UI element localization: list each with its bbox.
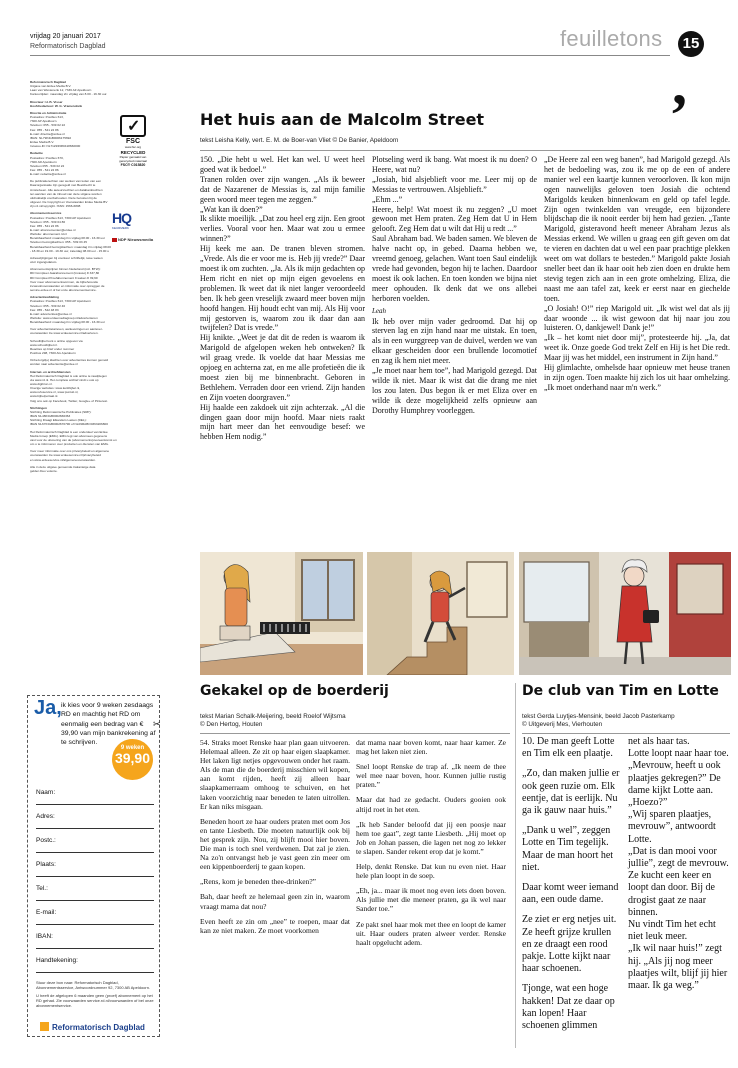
colofon-line: Telefoon: 055 - 539 04 86: [30, 219, 66, 224]
boerderij-credit-text: tekst Marian Schalk-Meijering, beeld Roelof Wijtsma: [200, 713, 346, 720]
coupon-field-postc[interactable]: Postc.:: [36, 831, 154, 853]
main-story-column-3: [544, 155, 730, 393]
paragraph: Even heeft ze zin om „nee” te roepen, maar dat kan ze niet maken. Ze moet voorkomen: [200, 916, 350, 935]
timlotte-column-2: [628, 736, 731, 992]
illustration-girl-at-window: [200, 552, 363, 675]
paragraph: 150. „Die hebt u wel. Het kan wel. U weet heel goed wat ik bedoel.”: [200, 155, 365, 174]
colofon-line: Het Reformatorisch Dagblad is ook online te raadplegen: [30, 373, 107, 378]
paragraph: 10. De man geeft Lotte en Tim elk een plaatje.: [522, 736, 615, 760]
colofon-line: Stichting Reformatorische Publicaties (SRP):: [30, 409, 92, 414]
colofon-line: Telefoon 055 - 539 02 22: [30, 163, 65, 168]
paragraph: „Dat is dan mooi voor jullie”, zegt de mevrouw. Ze kucht een keer en loopt dan door. Bij de drogist gaat ze naar binnen.: [628, 845, 729, 918]
colofon-line: Postadres: Postbus 613,: [30, 115, 64, 120]
colofon-line: E-mail: advertenties@erdee.nl: [30, 311, 72, 316]
timlotte-rule: [522, 733, 730, 734]
colofon-line: E-mail: directie@erdee.nl: [30, 131, 65, 136]
colofon-line: gelden Deo volente.: [30, 468, 58, 473]
illustration-lady-in-red: [519, 552, 731, 675]
paragraph: „Wat kan ik doen?”: [200, 204, 263, 214]
paragraph: „Ik – het komt niet door mij”, protesteerde hij. „Ja, dat weet ik. Onze goede God trekt Zelf en Hij is het Die redt. Maar jij was het middel, een instrument in Zijn hand.”: [544, 333, 730, 363]
colofon-line: Advertentieafdeling: [30, 295, 59, 300]
coupon-field-handtekening[interactable]: Handtekening:: [36, 951, 154, 973]
colofon-line: Uitgave van Erdee Media B.V.: [30, 84, 72, 89]
colofon-line: 7300 AR Apeldoorn: [30, 159, 57, 164]
colofon-line: service.erdee.nl of bel onze abonnementservice.: [30, 288, 97, 293]
colofon-line: Directie en Administratie: [30, 110, 67, 115]
colofon-line: uitgever. De Copyright en Voorwaarden Erdee Media BV: [30, 200, 108, 205]
colofon-line: vóór ingangsdatum.: [30, 260, 58, 265]
header-date: vrijdag 20 januari 2017: [30, 33, 101, 40]
paragraph: net als haar tas.: [628, 736, 690, 747]
paragraph: „Wij sparen plaatjes, mevrouw”, antwoordt Lotte.: [628, 809, 716, 845]
fsc-logo: [112, 115, 154, 177]
fsc-code: FSC® C015820: [120, 163, 146, 167]
badge-duration: 9 weken: [120, 745, 145, 751]
paragraph: „De Heere zal een weg banen”, had Marigold gezegd. Als het de bedoeling was, zou ik me op de een of andere manier wel een kaartje kunnen veroorloven. Ik kon mijn ogen nauwelijks geloven toen Josiah die ochtend Marigolds keuken binnenkwam en geld op tafel legde. Zijn ogen twinkelden van vreugde, een bijzondere blijdschap die ik nooit eerder bij hem had gezien. „Tante Marigold, gisteravond heeft meneer Abraham Jezus als Messias erkend. We willen u graag een gift geven om dat te vieren en dachten dat u wel een paar prachtige plekken weet om wat dollars te besteden.” Marigold pakte Josiah sneller beet dan ik haar ooit heb zien doen en drukte hem stevig tegen zich aan in een grote omhelzing. Eliza, die naast me aan tafel zat, keek er eerst naar en giechelde toen.: [544, 155, 730, 303]
colofon-line: om u te informeren over producten en diensten van EMG.: [30, 442, 109, 447]
colofon-line: uitdrukkelijk voorbehouden. Deze berusten bij de: [30, 195, 97, 200]
colofon-line: Incasso-ID: NL71ZZZ080418660000: [30, 144, 81, 149]
colofon-line: RD Compleet Proefabonnement 9 weken € 39,90: [30, 275, 98, 280]
fsc-tree-icon: [120, 115, 146, 137]
colofon-line: Reacties op brief onder nummer: [30, 346, 75, 351]
coupon-field-tel[interactable]: Tel.:: [36, 879, 154, 901]
paragraph: Hij keek me aan. De tranen bleven stromen. „Vrede. Als die er voor me is. Heb jij vrede?” Daar moest ik om zuchten. „Ja. Als ik mijn gedachten op Hem richt en niet op mijn eigen gevoelens en problemen. Ik weet dat ik niet langer veroordeeld ben. Ik heb geen vreselijk zwaard meer boven mijn hoofd hangen. Hij houdt echt van mij. Als Hij voor mij gestorven is, waarom zou ik daar dan aan twijfelen? Dat is vrede.”: [200, 244, 365, 333]
colofon-line: Bereikbaarheid: maandag t/m vrijdag 08.00 - 16.30 uur: [30, 236, 105, 241]
coupon-intro: ik kies voor 9 weken zesdaags RD en machtig het RD om eenmalig een bedrag van € 39,90 van mijn bankrekening af te schrijven.: [61, 702, 156, 747]
colofon-line: www.bijbelportaal.nl.: [30, 394, 59, 399]
boerderij-credit-publisher: © Den Hertog, Houten: [200, 721, 263, 728]
colofon-line: Abonnementsservice: [30, 211, 62, 216]
main-story-credit: tekst Leisha Kelly, vert. E. M. de Boer-van Vliet © De Banier, Apeldoorn: [200, 137, 399, 144]
colofon-line: Kantoortijden: maandag t/m vrijdag van 8.00 - 16.30 uur.: [30, 92, 108, 97]
colofon-line: IBAN NL48INGB0002666363: [30, 414, 71, 419]
boerderij-credit: [200, 713, 346, 729]
paragraph: 54. Straks moet Renske haar plan gaan uitvoeren. Helemaal alleen. Ze zit op haar eigen slaapkamer. Het laken ligt netjes opgevouwen onder het raam. Als de man die de boerderij misschien wil kopen, aan komt rijden, heeft zij alleen haar slaapkamerraam omhoog te schuiven, en het laken voorzichtig naar beneden te laten uitrollen. Er kan niks misgaan.: [200, 738, 350, 811]
colofon-line: Onbezorgd(e) klachten over advertenties kunnen gemeld: [30, 358, 109, 363]
colofon-line: Volg ons ook op Facebook, Twitter, Google+ of Pinterest.: [30, 398, 108, 403]
colofon-line: IBAN NL67INGB0002670790 of NL09RABO0363206800: [30, 422, 108, 427]
main-story-rule: [200, 150, 730, 151]
coupon-field-plaats[interactable]: Plaats:: [36, 855, 154, 877]
paragraph: Ze pakt snel haar mok met thee en loopt de kamer uit. Haar ouders praten alweer verder. Renske haalt opgelucht adem.: [356, 919, 506, 947]
column-divider: [515, 683, 516, 1048]
paragraph: Tjonge, wat een hoge hakken! Dat ze daar op kan lopen! Haar schoenen glimmen: [522, 983, 615, 1032]
colofon-line: Daarorganisatie zijn geregeld met Beeldrecht te: [30, 183, 96, 188]
paragraph: dat mama naar boven komt, naar haar kamer. Ze mag het laken niet zien.: [356, 738, 506, 757]
coupon-address: Stuur deze bon naar: Reformatorisch Dagblad, Abonnementsservice, Antwoordnummer 92, 7300 AB Apeldoorn.: [36, 980, 151, 991]
colofon-line: vast voor de uitvoering van de (abonnements)overeenkomst en: [30, 437, 117, 442]
timlotte-column-1: [522, 736, 622, 1032]
colofon-line: Website: www.erdeemediagroep.nl/advertenteren: [30, 315, 98, 320]
coupon-field-iban[interactable]: IBAN:: [36, 927, 154, 949]
colofon-line: Fax: 055 - 541 22 86: [30, 167, 59, 172]
coupon-field-email[interactable]: E-mail:: [36, 903, 154, 925]
colofon-line: - 18.30 en 19.00 - 19.30 uur, zaterdag 08.00 uur - 15.00 u: [30, 248, 109, 253]
paragraph: „Ehm ...”: [372, 194, 403, 204]
colofon-line: Telefoon: 055 - 539 02 46: [30, 303, 66, 308]
hq-label: KEURMERK: [112, 226, 130, 230]
colofon-line: Bereikbaarheid bezorgklachten: maandag t/m vrijdag 08.00: [30, 244, 112, 249]
coupon-logo: Reformatorisch Dagblad: [40, 1022, 145, 1032]
colofon-line: en www.erdeeservice.nl/algemenevoorwaarden.: [30, 457, 96, 462]
paragraph: Heere, help! Wat moest ik nu zeggen? „U moet gewoon met Hem praten. Zeg Hem dat U in Hem gelooft. Zeg Hem dat u wilt dat Hij u redt ...”: [372, 204, 537, 234]
colofon-line: Bereikbaarheid: maandag t/m vrijdag 08.00 - 16.30 uur: [30, 320, 105, 325]
colofon-line: www.digibron.nl.: [30, 382, 53, 386]
colofon-line: De publicatierechten van werken van leden van een: [30, 179, 102, 184]
header-paper-name: Reformatorisch Dagblad: [30, 43, 106, 50]
paragraph: Hij glimlachte, omhelsde haar opnieuw met heuse tranen in zijn ogen. Toen maakte hij zich los uit haar omhelzing. „Ik moet onderhand naar m'n werk.”: [544, 363, 730, 392]
illustration-girl-on-stairs: [367, 552, 514, 675]
colofon-line: Voor meer abonnementsvormen, de bijbehorende: [30, 279, 99, 284]
paragraph: Snel loopt Renske de trap af. „Ik neem de thee wel mee naar boven, hoor. Kunnen jullie rustig praten.”: [356, 762, 506, 790]
colofon-line: Telefoon: 055 - 539 02 22: [30, 123, 66, 128]
paragraph: „Josiah, bid alsjeblieft voor me. Leer mij op de Messias te vertrouwen. Alsjeblieft.”: [372, 174, 537, 194]
header-rule: [30, 55, 670, 56]
price-badge: [112, 739, 153, 780]
paragraph: Tranen rolden over zijn wangen. „Als ik beweer dat de Nazarener de Messias is, zal mijn familie geen woord meer tegen me zeggen.”: [200, 174, 365, 204]
paragraph: „Zo, dan maken jullie er ook geen ruzie om. Elk eentje, dat is eerlijk. Nu ga ik gauw naar huis.”: [522, 768, 620, 817]
coupon-field-naam[interactable]: Naam:: [36, 783, 154, 805]
main-story-column-2: [372, 155, 537, 416]
boerderij-column-1: [200, 738, 350, 935]
boerderij-title: Gekakel op de boerderij: [200, 683, 389, 699]
colofon-line: 7300 AP Apeldoorn: [30, 119, 57, 124]
colofon-line: Adreswijzigingen bij voorkeur schriftelijk, twee weken: [30, 255, 103, 260]
paragraph: „Ik heb Sander beloofd dat jij een poosje naar hem toe gaat”, zegt tante Liesbeth. „Hij moet op Job en Johan passen, die lagen net nog zo lekker te slapen. Sander rekent erop dat je komt.”: [356, 819, 506, 856]
paragraph: „Eh, ja... maar ik moet nog even iets doen boven. Als jullie met die meneer praten, ga ik wel naar Sander toe.”: [356, 886, 506, 914]
main-story-title: Het huis aan de Malcolm Street: [200, 110, 485, 129]
colofon-line: Alle in deze uitgave genoemde trakanteige data: [30, 464, 96, 469]
colofon-line: voorwaarden zie www.erdeeservice.nl/adverteren.: [30, 331, 99, 336]
colofon-line: ten aanzien van de inhoud van deze uitgave worden: [30, 191, 102, 196]
colofon-line: zijn rd.nl/copyright. ISSN: 1566-6808: [30, 204, 81, 209]
page-number: 15: [678, 31, 704, 57]
fsc-name: FSC: [126, 138, 140, 145]
boerderij-column-2: [356, 738, 506, 947]
paragraph: „Mevrouw, heeft u ook plaatjes gekregen?” De dame kijkt Lotte aan.: [628, 760, 721, 796]
timlotte-credit-publisher: © Uitgeverij Mes, Vierhouten: [522, 721, 603, 728]
colofon-line: Fax: 055 - 542 48 83: [30, 307, 59, 312]
scissors-icon: ✂: [153, 720, 161, 730]
colofon-line: Media Groep (EMG). EMG legt van abonnees gegevens: [30, 433, 108, 438]
colofon-line: incassobvoorwaarden en informatie over opzeggen de: [30, 283, 105, 288]
hq-name: HQ: [112, 210, 131, 226]
timlotte-credit-text: tekst Gerda Luytjes-Mensink, beeld Jacob Pasterkamp: [522, 713, 675, 720]
main-story-column-1: [200, 155, 365, 442]
colofon-line: Het Reformatorisch Dagblad is een onderdeel van Erdee: [30, 429, 108, 434]
colofon-line: RD Compleet Jaarabonnement (Incasso) € 337,80: [30, 271, 100, 276]
paragraph: Plotseling werd ik bang. Wat moest ik nu doen? O Heere, wat nu?: [372, 155, 537, 174]
paragraph: „Hoezo?”: [628, 797, 668, 809]
colofon-line: Abonnementsprijzen binnen Nederland (incl. BTW):: [30, 267, 101, 272]
paragraph: „Je moet naar hem toe”, had Marigold gezegd. Dat wilde ik niet. Maar ik wist dat die drang me niet los zou laten. Dus begon ik er met Eliza over en wilde ik deze mogelijkheid zelfs opnieuw aan Dorothy Humphrey voorleggen.: [372, 366, 537, 415]
colofon-line: Stichtingen: [30, 405, 47, 410]
colofon-line: voorwaarden zie www.erdeeservice.nl/privacybeleid: [30, 453, 101, 458]
paragraph: Bah, daar heeft ze helemaal geen zin in, waarom vraagt mama dat nou?: [200, 892, 350, 911]
colofon-line: Stichting Draagt Elkanders Lasten (DEL):: [30, 418, 87, 423]
colofon-line: Amstelveen. Alle auteursrechten en databankrechten: [30, 187, 103, 192]
colofon-line: Website: abonnement.rd.nl: [30, 232, 67, 237]
paragraph: Beneden hoort ze haar ouders praten met oom Jos en tante Liesbeth. Die moeten natuurlijk ook bij het gesprek zijn. Nou, zij blijft mooi hier boven. Die man is toch snel verdwenen. Dat zal je zien. Na zo'n ontvangst heb je vast geen zin meer om een kippenboerderij te gaan kopen.: [200, 816, 350, 872]
colofon-line: Fax: 055 - 541 22 86: [30, 127, 59, 132]
paragraph: Nu vindt Tim het echt niet leuk meer.: [628, 919, 716, 943]
paragraph: „Ik wil naar huis!” zegt hij. „Als jij nog meer plaatjes wilt, blijf jij hier maar. Ik ga weg.”: [628, 943, 728, 992]
timlotte-title: De club van Tim en Lotte: [522, 683, 719, 699]
colofon-line: Voor advertentietarieven, aanleveringen en aanlever-: [30, 327, 103, 332]
paragraph: Lotte loopt naar haar toe.: [628, 748, 729, 760]
paragraph: Hij knikte. „Weet je dat dit de reden is waarom ik Marigold de afgelopen weken heb ontweken? Ik wil graag vrede. Ik voelde dat haar Messias me opjoeg en achterna zat, en me alle profetieën die ik moest zien bij me binnenbracht. Geboren in Bethlehem. Verraden door een vriend. Zijn handen en Zijn voeten doorgraven.”: [200, 333, 365, 402]
paragraph: Daar komt weer iemand aan, een oude dame.: [522, 882, 619, 906]
colofon-line: Postadres: Postbus 670,: [30, 155, 64, 160]
colofon-line: Postadres: Postbus 613, 7300 AP Apeldoorn: [30, 215, 92, 220]
colofon-line: Internet- en archiefdiensten: [30, 369, 71, 374]
coupon-conditions: U heeft de afgelopen 6 maanden geen (proef) abonnement op het RD gehad. Zie voorwaarden service.rd.nl/voorwaarden of bel onze abonnementservice.: [36, 992, 154, 1009]
ndp-logo: NDP Nieuwsmedia: [112, 237, 153, 242]
fsc-url: www.fsc.org: [124, 145, 142, 149]
colofon-line: www.refoservice.nl, www.puntuit.nl,: [30, 390, 79, 395]
coupon-ja: Ja,: [34, 697, 62, 719]
colofon-line: E-mail: redactie@erdee.nl: [30, 172, 66, 177]
coupon-footer: [36, 980, 156, 1008]
colofon-line: E-mail: abonnementen@erdee.nl: [30, 228, 76, 232]
paragraph: Ze ziet er erg netjes uit. Ze heeft grijze krullen en ze draagt een rood pakje. Lotte kijkt naar haar schoenen.: [522, 914, 617, 975]
paragraph: Maar dat had ze gedacht. Ouders gooien ook altijd roet in het eten.: [356, 795, 506, 814]
colofon-line: Fax: 055 - 541 22 86: [30, 223, 59, 228]
paragraph: Hij haalde een zakdoek uit zijn achterzak. „Al die dingen gaan door mijn hoofd. Maar niets raakt mijn hart meer dan het eenvoudige besef: we hebben Hem nodig.”: [200, 402, 365, 442]
colofon-line: Voor meer informatie over ons privacybeleid en algemene: [30, 449, 110, 454]
timlotte-credit: [522, 713, 675, 729]
paragraph: Saul Abraham bad. We baden samen. We bleven de halve nacht op, in gebed. Daarna hebben we, vreemd genoeg, gelachen. Want toen Saul eindelijk vrede had gevonden, begon hij te lachen. Daardoor moest ik ook lachen. En toen konden we bijna niet meer ophouden. Ik denk dat we ons allebei herboren voelden.: [372, 234, 537, 303]
hq-keurmerk-logo: [112, 210, 154, 232]
colofon-line: Telefoon bezorgklachten: 055 - 539 03 45: [30, 240, 87, 245]
colofon-line: Erdee Media B.V.: [30, 140, 54, 145]
paragraph: Ik slikte moeilijk. „Dat zou heel erg zijn. Een groot verlies. Vooral voor hen. Maar wat zou u ermee winnen?”: [200, 214, 365, 244]
badge-price: 39,90: [114, 750, 151, 766]
coupon-field-adres[interactable]: Adres:: [36, 807, 154, 829]
paragraph: „O Josiah! O!” riep Marigold uit. „Ik wist wel dat als jij daar woonde ... ik wist gewoon dat hij naar jou zou luisteren. O, dankjewel! Dank je!”: [544, 303, 730, 333]
section-title: feuilletons: [560, 26, 663, 51]
boerderij-rule: [200, 733, 510, 734]
colofon-line: Postadres: Postbus 613, 7300 AP Apeldoorn: [30, 299, 92, 304]
paragraph: „Dank u wel”, zeggen Lotte en Tim tegelijk. Maar de man hoort het niet.: [522, 825, 614, 873]
colofon-line: Postbus 298, 7300 AG Apeldoorn: [30, 351, 76, 356]
colofon-line: Directeur: H. B. Visser: [30, 99, 63, 104]
colofon-line: www.schoolbijbel.nl.: [30, 342, 58, 347]
colofon-line: Schoolbijbel kunt u online opgeven via: [30, 338, 83, 343]
colofon-line: Reformatorisch Dagblad: [30, 80, 66, 84]
colofon-line: worden naar advertentie@erdee.nl: [30, 362, 78, 367]
paragraph: Leah: [372, 306, 386, 315]
paragraph: „Rens, kom je beneden thee-drinken?”: [200, 877, 316, 887]
colofon-line: Overige websites: www.kerkbijbel.nl,: [30, 386, 81, 391]
colofon-line: Laan van Westenenk 12, 7336 AZ Apeldoorn: [30, 88, 92, 93]
fsc-label: RECYCLED: [120, 150, 146, 155]
colofon-line: via www.rd.nl. Het complete archief vindt u ook op: [30, 377, 99, 382]
paragraph: Ik heb over mijn vader gedroomd. Dat hij op sterven lag en zijn hand naar me uitstak. En toen, als in een wurggreep van de duivel, werden we van elkaar gescheiden door een brullende locomotief en zag ik hem niet meer.: [372, 316, 537, 366]
colofon-line: IBAN: NL79INGB0006175692: [30, 135, 72, 140]
comma-logo: ,: [672, 51, 687, 117]
colofon-line: Redactie: [30, 151, 43, 156]
paragraph: Help, denkt Renske. Dat kun nu even niet. Haar hele plan loopt in de soep.: [356, 862, 506, 881]
fsc-text: Papier gemaakt van gerecycled materiaal: [119, 155, 147, 163]
colofon-line: Hoofdredacteur: W. G. Vramendonk: [30, 103, 83, 108]
